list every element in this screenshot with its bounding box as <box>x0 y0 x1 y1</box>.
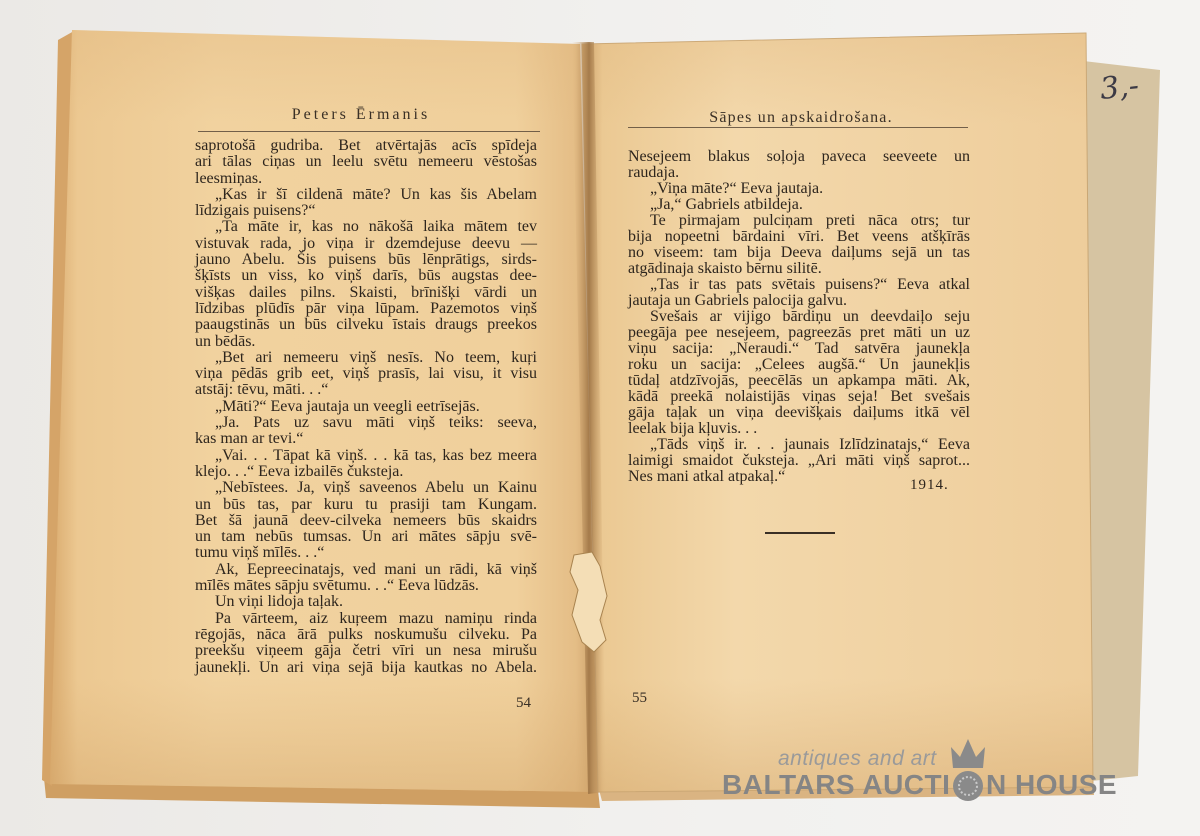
paragraph <box>195 399 537 415</box>
text-line: kas man ar tevi.“ <box>195 430 304 448</box>
paragraph <box>195 415 537 448</box>
text-line: tumu viņš mīlēs. . .“ <box>195 544 325 562</box>
text-line: no viseem: tam bija Deeva daiļums sejā un tas <box>628 244 970 261</box>
text-line: „Tāds viņš ir. . . jaunais Izlīdzinatajs,“ Eeva <box>650 436 970 453</box>
text-line: tūdaļ atdzīvojās, peecēlās un apkampa māti. Ak, <box>628 372 970 389</box>
text-line: paaugstinās un būs cilveku īstais draugs preekos <box>195 316 537 334</box>
text-line: un būs tas, par kuru tu prasiji tam Kungam. <box>195 495 537 513</box>
text-line: Nes mani atkal atpakaļ.“ <box>628 468 786 485</box>
text-line: „Tas ir tas pats svētais puisens?“ Eeva atkal <box>650 276 970 293</box>
handwritten-price: 3,- <box>1098 68 1141 107</box>
text-line: „Nebīstees. Ja, viņš saveenos Abelu un Kainu <box>215 479 537 497</box>
paragraph <box>195 480 537 561</box>
text-line: raudaja. <box>628 164 680 181</box>
text-line: un tam nebūs tumsas. Un ari mātes sāpju svē- <box>195 528 537 546</box>
text-line: atstāj: tēvu, māti. . .“ <box>195 381 329 399</box>
paragraph <box>628 213 970 277</box>
text-line: bija nopeetni bārdaini vīri. Bet veens atšķīrās <box>628 228 970 245</box>
paragraph <box>195 187 537 220</box>
text-line: vistuvak rada, jo viņa ir dzemdejuse deevu — <box>195 234 537 252</box>
text-line: Bet šā jaunā deev-cilveka nemeers būs skaidrs <box>195 511 537 529</box>
text-line: šķīsts un viss, ko viņš darīs, būs augstas dee- <box>195 267 537 285</box>
text-line: Pa vārteem, aiz kuŗeem mazu namiņu rinda <box>215 609 537 627</box>
text-line: roku un sacija: „Celees augšā.“ Un jaunekļis <box>628 356 970 373</box>
text-line: mīlēs mātes sāpju svētumu. . .“ Eeva lūdzās. <box>195 577 479 595</box>
left-text-column <box>195 138 537 676</box>
paragraph <box>195 594 537 610</box>
left-head-rule <box>198 131 540 132</box>
text-line: līdzibas plūdīs pār viņa lūpam. Pazemotos viņš <box>195 299 537 317</box>
paragraph <box>195 350 537 399</box>
text-line: „Māti?“ Eeva jautaja un veegli eetrīsejās. <box>215 397 480 415</box>
text-line: viņu sacija: „Neraudi.“ Tad satvēra jaunekļa <box>628 340 970 357</box>
date-line: 1914. <box>910 477 949 493</box>
watermark-tagline: antiques and art <box>778 747 937 770</box>
text-line: „Ja. Pats uz savu māti viņš teiks: seeva, <box>215 414 537 432</box>
text-line: jaunekļi. Un ari viņa sejā bija kautkas no Abela. <box>195 658 537 676</box>
text-line: Te pirmajam pulciņam preti nāca otrs; tur <box>650 212 970 229</box>
text-line: „Ta māte ir, kas no nākošā laika mātem tev <box>215 218 537 236</box>
text-line: „Kas ir šī cildenā māte? Un kas šis Abelam <box>215 185 537 203</box>
text-line: saprotošā gudriba. Bet atvērtajās acīs spīdeja <box>195 137 537 154</box>
text-line: un bēdās. <box>195 332 256 350</box>
text-line: „Viņa māte?“ Eeva jautaja. <box>650 180 824 197</box>
paragraph <box>628 277 970 309</box>
end-rule <box>765 532 835 534</box>
paragraph <box>195 138 537 187</box>
text-line: atgādinaja skaisto bērnu silitē. <box>628 260 822 277</box>
text-line: gāja taļak un viņa deevišķais daiļums itkā vēl <box>628 404 970 421</box>
watermark-brand-part1: BALTARS AUCTI <box>722 769 951 800</box>
paragraph <box>195 562 537 595</box>
text-line: Nesejeem blakus soļoja paveca seeveete un <box>628 148 970 165</box>
watermark-brand-part2: N HOUSE <box>986 769 1118 800</box>
text-line: „Bet ari nemeeru viņš nesīs. No teem, kuŗi <box>215 348 537 366</box>
text-line: Ak, Eepreecinatajs, ved mani un rādi, kā viņš <box>215 560 537 578</box>
text-line: kādā preekā nolaistijās viņas seja! Bet svešais <box>628 388 970 405</box>
left-page-number: 54 <box>516 695 531 711</box>
text-line: laimigi smaidot čuksteja. „Ari māti viņš saprot... <box>628 452 970 469</box>
text-line: „Vai. . . Tāpat kā viņš. . . kā tas, kas bez meera <box>215 446 537 464</box>
paragraph <box>628 197 970 213</box>
text-line: peegāja pee nesejeem, pagreezās pret māti un uz <box>628 324 970 341</box>
right-head-rule <box>628 127 968 128</box>
text-line: līdzigais puisens?“ <box>195 202 316 220</box>
paragraph <box>195 219 537 349</box>
text-line: viņa pēdās grib eet, viņš prasīs, lai visu, it visu <box>195 365 537 383</box>
text-line: Svešais ar vijigo bārdiņu un deevdaiļo seju <box>650 308 970 325</box>
text-line: leelak bija kļuvis. . . <box>628 420 758 437</box>
text-line: ari tālas ciņas un leelu svētu nemeeru vēstošas <box>195 153 537 171</box>
right-running-head: Sāpes un apskaidrošana. <box>709 109 893 126</box>
text-line: klejo. . .“ Eeva izbailēs čuksteja. <box>195 462 404 480</box>
paragraph <box>195 611 537 676</box>
paragraph <box>628 309 970 437</box>
text-line: preekšu viņeem gāja četri vīri un nesa mirušu <box>195 642 537 660</box>
paragraph <box>195 448 537 481</box>
paragraph <box>628 149 970 181</box>
text-line: jauno Abelu. Šis puisens būs lēnprātigs, sirds- <box>195 251 537 269</box>
right-page-number: 55 <box>632 690 647 706</box>
paragraph <box>628 181 970 197</box>
text-line: „Ja,“ Gabriels atbildeja. <box>650 196 803 213</box>
text-line: Un viņi lidoja taļak. <box>215 593 343 611</box>
left-running-head: Peters Ērmanis <box>291 106 431 123</box>
text-line: rēgojās, nāca ārā pulks noskumušu cilveku. Pa <box>195 625 537 643</box>
text-line: jautaja un Gabriels palocija galvu. <box>628 292 848 309</box>
text-line: leesmiņas. <box>195 169 263 187</box>
right-text-column <box>628 149 970 485</box>
text-line: višķas dailes pilns. Skaisti, brīnišķi vārdi un <box>195 283 537 301</box>
